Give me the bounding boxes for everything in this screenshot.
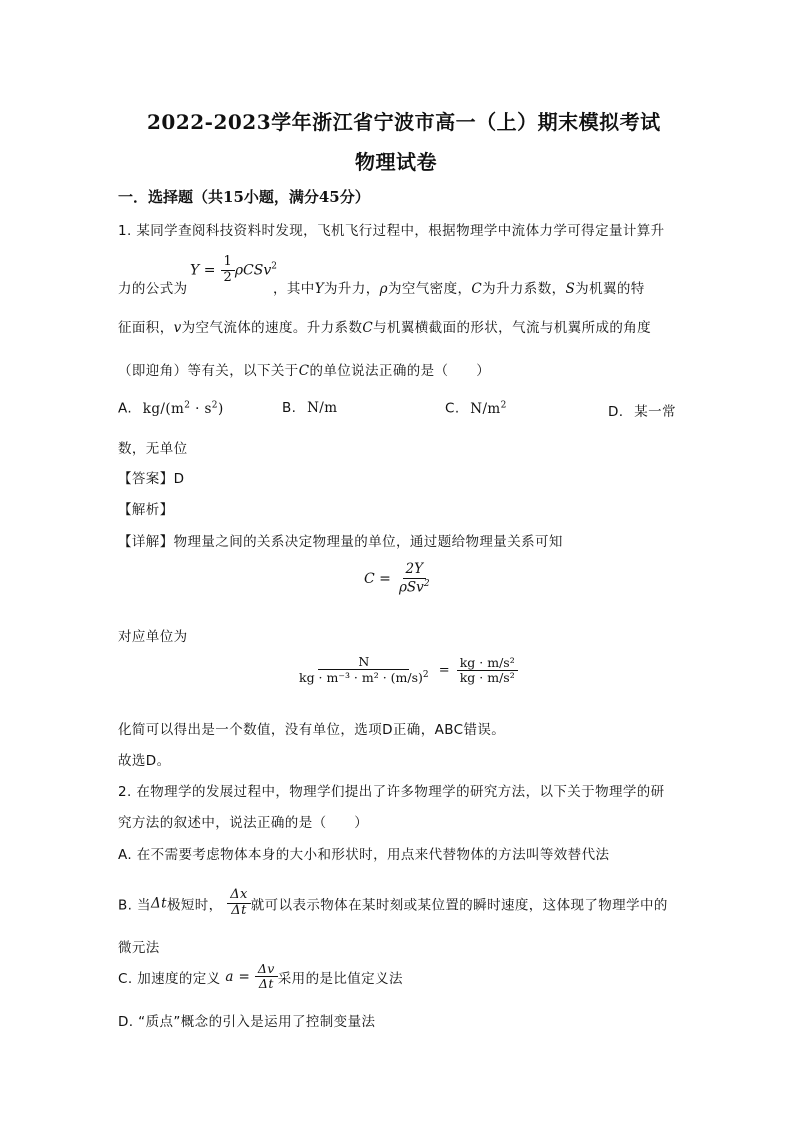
q2-option-b <box>118 888 668 919</box>
section-heading: 一．选择题（共15小题，满分45分） <box>118 188 370 206</box>
q1-option-c: C. $N/m^2$ <box>445 400 507 417</box>
option-c-pre: C. 加速度的定义 <box>118 970 221 987</box>
equation-units <box>296 655 518 686</box>
text-shape: 与机翼横截面的形状，气流与机翼所成的角度 <box>373 320 652 336</box>
q1-option-b <box>282 400 337 416</box>
eq2-den: kg · m⁻³ · m² · (m/s) <box>299 670 423 686</box>
q1-stem-line2-pre: 力的公式为 <box>118 281 188 297</box>
option-c-den: Δt <box>258 976 274 992</box>
text-area2: 征面积， <box>118 320 174 336</box>
q1-stem-line1: 1. 某同学查阅科技资料时发现，飞机飞行过程中，根据物理学中流体力学可得定量计算升 <box>118 223 665 239</box>
option-b-dt: Δt <box>150 895 167 912</box>
q2-stem-line1: 2. 在物理学的发展过程中，物理学们提出了许多物理学的研究方法，以下关于物理学的研 <box>118 784 665 800</box>
eq2-rden: kg · m/s² <box>459 669 515 685</box>
option-a-unit: kg/(m <box>142 400 185 417</box>
page-title: 2022-2023学年浙江省宁波市高一（上）期末模拟考试 <box>147 110 661 134</box>
eq1-den: ρSv <box>399 579 424 596</box>
q2-option-a: A. 在不需要考虑物体本身的大小和形状时，用点来代替物体的方法叫等效替代法 <box>118 847 610 863</box>
eq2-fraction-right <box>457 656 518 686</box>
lift-formula: Y = $\frac{1}{2}$ ρCSv$^2$ <box>190 254 277 285</box>
var-C3: C <box>298 363 310 379</box>
q1-option-a: A. $kg/(m^2 \cdot s^2)$ <box>118 400 224 417</box>
eq2-num: N <box>318 655 409 670</box>
option-b-unit: N/m <box>307 400 338 416</box>
text-angle: （即迎角）等有关，以下关于 <box>118 363 299 379</box>
q1-option-d <box>608 400 676 420</box>
option-c-post: 采用的是比值定义法 <box>277 970 403 987</box>
q1-detail: 【详解】物理量之间的关系决定物理量的单位，通过题给物理量关系可知 <box>118 534 563 550</box>
option-b-num: Δx <box>227 888 251 904</box>
option-b-fraction <box>227 888 251 919</box>
var-C2: C <box>362 320 374 336</box>
q1-stem-line4 <box>118 359 490 379</box>
var-Y: Y <box>314 281 325 297</box>
formula-lhs: Y = <box>190 262 216 279</box>
eq2-fraction-left: $\frac{N}{kg \cdot m^{-3} \cdot m^2 \cdot (m/s)^2}$ <box>299 654 429 686</box>
formula-den: 2 <box>223 269 232 285</box>
eq1-lhs: C = <box>364 570 391 587</box>
q1-analysis-label: 【解析】 <box>118 502 174 518</box>
option-a-letter: A. <box>118 400 133 417</box>
option-d-letter: D. <box>608 404 624 420</box>
text-coef: 为升力系数， <box>482 281 566 297</box>
eq1-fraction: $\frac{2Y}{\rho Sv^2}$ <box>399 561 430 596</box>
option-c-fraction <box>255 962 278 992</box>
text-speed: 为空气流体的速度。升力系数 <box>181 320 363 336</box>
option-b-mid: 极短时， <box>166 897 223 914</box>
option-b-post: 就可以表示物体在某时刻或某位置的瞬时速度，这体现了物理学中的 <box>250 897 668 914</box>
q1-option-d-cont: 数，无单位 <box>118 441 188 457</box>
eq2-rnum: kg · m/s² <box>457 656 518 671</box>
text-where: ，其中 <box>273 281 315 297</box>
formula-half <box>221 255 235 286</box>
option-b-den: Δt <box>231 902 247 918</box>
q1-unit-label: 对应单位为 <box>118 629 188 645</box>
option-b-pre: B. 当 <box>118 897 151 914</box>
eq2-equals: = <box>438 662 450 678</box>
q2-option-c <box>118 962 403 992</box>
q2-option-d: D. “质点”概念的引入是运用了控制变量法 <box>118 1014 376 1030</box>
option-d-text: 某一常 <box>634 404 676 420</box>
option-c-letter: C. <box>445 400 460 417</box>
formula-rhs: ρCSv <box>234 262 272 279</box>
eq1-num: 2Y <box>403 562 427 579</box>
q1-conclusion: 化简可以得出是一个数值，没有单位，选项D正确，ABC错误。 <box>118 722 506 738</box>
q1-stem-line3 <box>118 316 651 336</box>
text-lift: 为升力， <box>324 281 380 297</box>
option-c-unit: N/m <box>470 400 501 417</box>
text-area: 为机翼的特 <box>575 281 645 297</box>
var-C: C <box>471 281 483 297</box>
q2-stem-line2: 究方法的叙述中，说法正确的是（ ） <box>118 815 369 831</box>
q1-choice: 故选D。 <box>118 753 171 769</box>
option-a-mid: · s <box>190 400 212 417</box>
q1-stem-line2-post <box>273 277 645 297</box>
option-c-num: Δv <box>255 962 278 977</box>
q1-answer: 【答案】D <box>118 471 185 487</box>
equation-c <box>364 562 433 596</box>
var-v: v <box>173 320 182 336</box>
option-c-lhs: a = <box>225 968 251 985</box>
formula-num: 1 <box>221 255 235 271</box>
option-b-letter: B. <box>282 400 297 416</box>
page-subtitle: 物理试卷 <box>355 150 437 174</box>
text-density: 为空气密度， <box>387 281 472 297</box>
option-a-end: ) <box>217 400 224 417</box>
text-question: 的单位说法正确的是（ ） <box>309 363 491 379</box>
q2-option-b-cont: 微元法 <box>118 940 160 956</box>
var-rho: ρ <box>379 281 388 297</box>
var-S: S <box>565 281 576 297</box>
